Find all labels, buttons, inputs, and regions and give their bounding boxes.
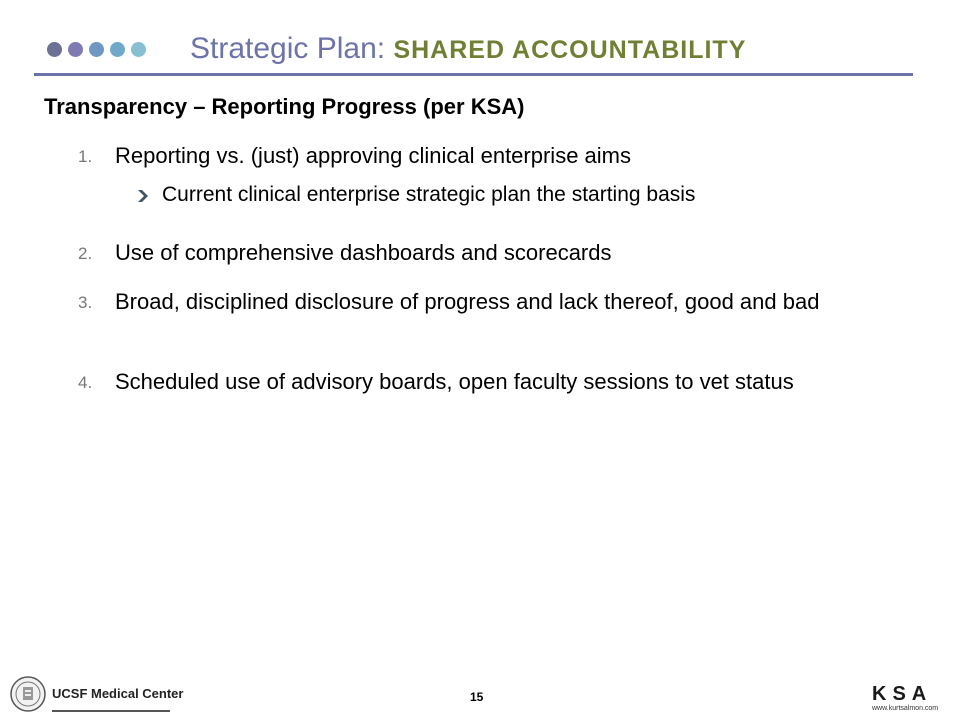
item-number: 4. (78, 373, 93, 392)
item-text: Use of comprehensive dashboards and scorecards (115, 240, 612, 265)
item-text: Scheduled use of advisory boards, open faculty sessions to vet status (115, 369, 794, 394)
ksa-url: www.kurtsalmon.com (872, 705, 939, 712)
dot-2 (68, 42, 83, 57)
subitem-text: Current clinical enterprise strategic plan the starting basis (162, 183, 696, 206)
title-sub: SHARED ACCOUNTABILITY (393, 36, 747, 64)
dot-1 (47, 42, 62, 57)
page-number: 15 (470, 690, 484, 704)
item-number: 3. (78, 293, 93, 312)
ucsf-logo (52, 684, 184, 712)
item-number: 1. (78, 147, 93, 166)
item-text: Broad, disciplined disclosure of progress and lack thereof, good and bad (115, 289, 820, 314)
dot-4 (110, 42, 125, 57)
dot-5 (131, 42, 146, 57)
item-number: 2. (78, 244, 93, 263)
ksa-logo-text: KSA (872, 683, 933, 705)
ucsf-logo-text: UCSF Medical Center (52, 686, 184, 701)
dot-3 (89, 42, 104, 57)
arrow-bullet-icon (136, 187, 150, 205)
item-text: Reporting vs. (just) approving clinical enterprise aims (115, 143, 631, 168)
header-rule (34, 73, 913, 76)
ksa-logo (872, 684, 952, 714)
slide-header (0, 0, 960, 80)
title-main: Strategic Plan: (190, 32, 394, 65)
slide-title (190, 31, 746, 72)
section-heading: Transparency – Reporting Progress (per KSA) (44, 94, 525, 119)
title-dots (47, 42, 146, 57)
university-seal-icon (10, 676, 46, 712)
